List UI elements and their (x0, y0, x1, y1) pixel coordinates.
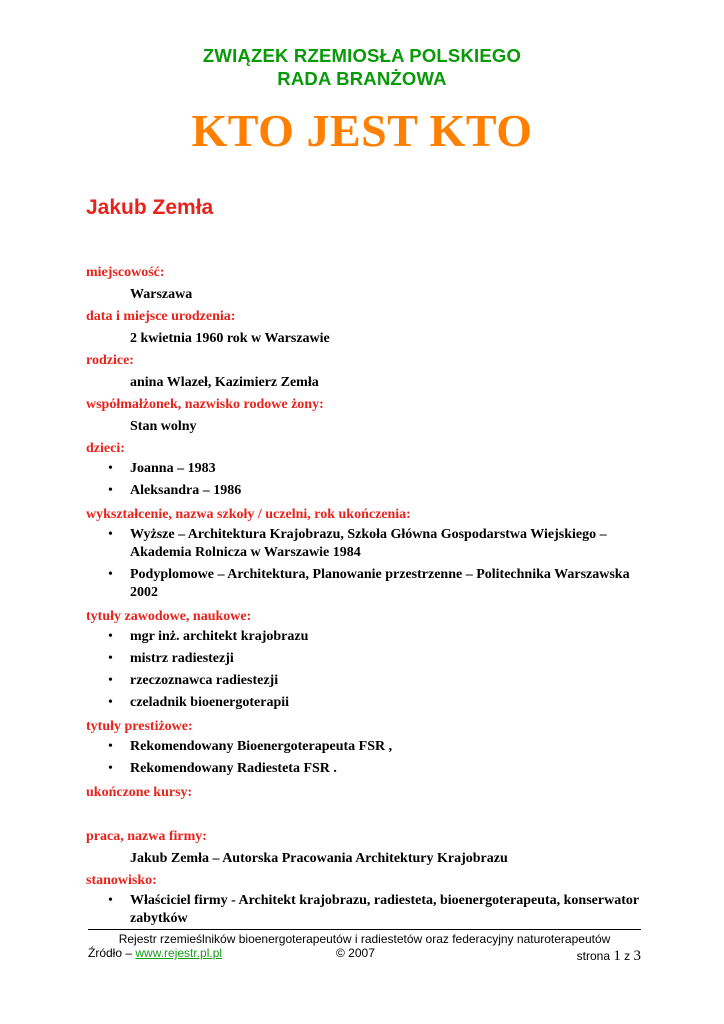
bullet-icon: • (108, 629, 113, 644)
list-item: • Aleksandra – 1986 (108, 483, 242, 498)
children-list (86, 460, 646, 500)
person-name: Jakub Zemła (86, 196, 214, 219)
bullet-icon: • (108, 695, 113, 710)
list-item: • Joanna – 1983 (108, 461, 216, 476)
prestige-list (86, 738, 646, 778)
bullet-icon: • (108, 651, 113, 666)
bullet-icon: • (108, 567, 113, 582)
bullet-icon: • (108, 461, 113, 476)
footer-register-text: Rejestr rzemieślników bioenergoterapeutów i radiestetów oraz federacyjny naturoterapeutów (118, 932, 611, 946)
page-number: strona 1 z 3 (576, 948, 641, 964)
spouse-label: współmałżonek, nazwisko rodowe żony: (86, 397, 324, 412)
parents-value: anina Wlazeł, Kazimierz Zemła (130, 375, 319, 390)
city-value: Warszawa (130, 287, 193, 302)
titles-label: tytuły zawodowe, naukowe: (86, 609, 252, 624)
list-item: • Wyższe – Architektura Krajobrazu, Szkoła Główna Gospodarstwa Wiejskiego – Akademia Rolnicza w Warszawie 1984 (108, 527, 607, 560)
titles-list (86, 628, 646, 712)
footer-copyright: © 2007 (336, 946, 375, 960)
org-name-line1: ZWIĄZEK RZEMIOSŁA POLSKIEGO (202, 45, 522, 66)
education-list (86, 526, 646, 602)
work-value: Jakub Zemła – Autorska Pracowania Architektury Krajobrazu (130, 851, 508, 866)
position-list (86, 892, 646, 928)
bullet-icon: • (108, 761, 113, 776)
bullet-icon: • (108, 673, 113, 688)
list-item: • Rekomendowany Radiesteta FSR . (108, 761, 337, 776)
city-label: miejscowość: (86, 265, 165, 280)
list-item: • Rekomendowany Bioenergoterapeuta FSR , (108, 739, 393, 754)
bullet-icon: • (108, 527, 113, 542)
spouse-value: Stan wolny (130, 419, 197, 434)
bullet-icon: • (108, 739, 113, 754)
children-label: dzieci: (86, 441, 125, 456)
bullet-icon: • (108, 893, 113, 908)
list-item: • Właściciel firmy - Architekt krajobrazu, radiesteta, bioenergoterapeuta, konserwator zabytków (108, 893, 639, 926)
bullet-icon: • (108, 483, 113, 498)
parents-label: rodzice: (86, 353, 134, 368)
list-item: • czeladnik bioenergoterapii (108, 695, 290, 710)
prestige-label: tytuły prestiżowe: (86, 719, 193, 734)
birth-value: 2 kwietnia 1960 rok w Warszawie (130, 331, 330, 346)
profile-content (86, 262, 646, 932)
list-item: • mgr inż. architekt krajobrazu (108, 629, 309, 644)
empty-courses (86, 804, 646, 826)
list-item: • rzeczoznawca radiestezji (108, 673, 279, 688)
work-label: praca, nazwa firmy: (86, 829, 207, 844)
org-name-line2: RADA BRANŻOWA (277, 68, 447, 89)
list-item: • mistrz radiestezji (108, 651, 234, 666)
document-title: KTO JEST KTO (191, 105, 533, 156)
footer-source: Źródło – www.rejestr.pl.pl (88, 946, 223, 960)
footer-meta (88, 946, 641, 964)
birth-label: data i miejsce urodzenia: (86, 309, 236, 324)
list-item: • Podyplomowe – Architektura, Planowanie przestrzenne – Politechnika Warszawska 2002 (108, 567, 630, 600)
courses-label: ukończone kursy: (86, 785, 193, 800)
education-label: wykształcenie, nazwa szkoły / uczelni, rok ukończenia: (86, 507, 411, 522)
source-link[interactable]: www.rejestr.pl.pl (135, 946, 223, 960)
position-label: stanowisko: (86, 873, 157, 888)
footer-divider (88, 929, 641, 930)
